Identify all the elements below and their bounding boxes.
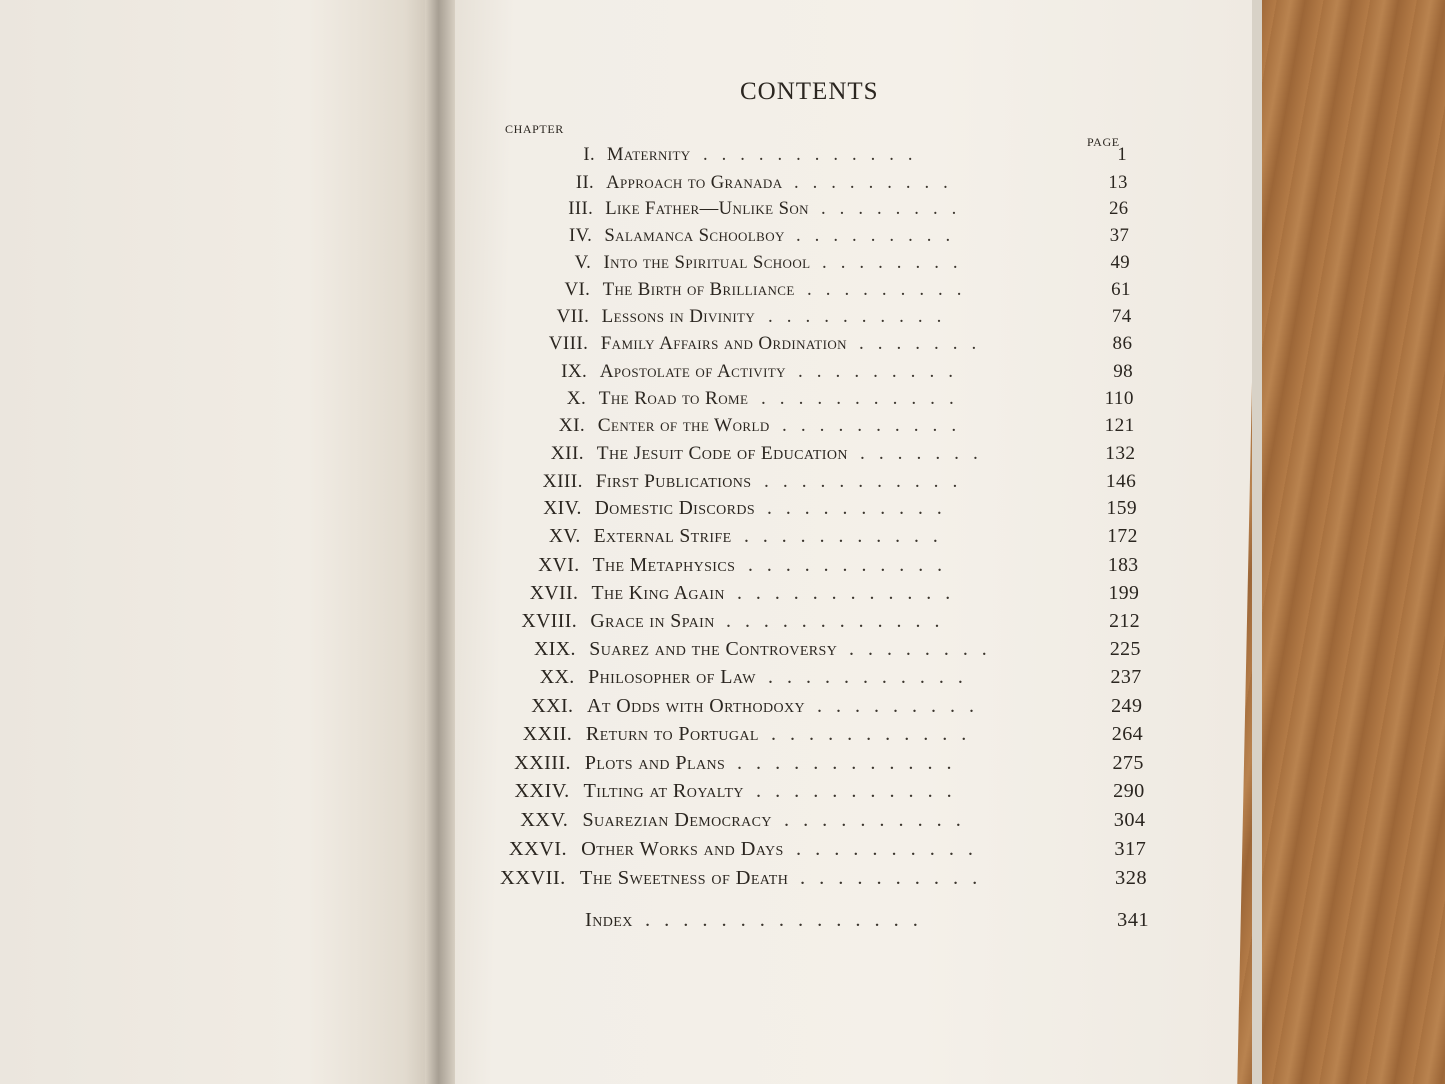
dot-leader: ...........	[771, 723, 981, 746]
page-number: 199	[1108, 581, 1140, 604]
chapter-title: The Birth of Brilliance	[602, 279, 795, 301]
toc-entry	[0, 867, 1445, 893]
page-number: 98	[1113, 360, 1134, 382]
chapter-title: External Strife	[593, 526, 732, 548]
dot-leader: ..........	[782, 415, 971, 437]
dot-leader: .........	[807, 279, 976, 301]
page-number: 13	[1108, 171, 1128, 193]
chapter-title: First Publications	[595, 470, 752, 492]
chapter-number: XXII.	[522, 723, 573, 746]
page-number: 132	[1105, 442, 1136, 464]
page-number: 237	[1110, 666, 1142, 689]
toc-entry	[0, 225, 1445, 251]
toc-entry	[0, 333, 1445, 359]
dot-leader: ..........	[767, 498, 956, 520]
toc-entry	[0, 780, 1445, 806]
chapter-number: XXVI.	[508, 837, 567, 860]
chapter-number: XIV.	[543, 498, 582, 520]
dot-leader: ..........	[784, 808, 975, 831]
chapter-title: Domestic Discords	[594, 498, 756, 520]
toc-entry	[0, 809, 1445, 835]
page-number: 225	[1109, 638, 1141, 661]
toc-entry	[0, 252, 1445, 278]
chapter-title: Family Affairs and Ordination	[600, 333, 847, 355]
dot-leader: .........	[796, 225, 965, 247]
chapter-number: XX.	[539, 666, 575, 689]
dot-leader: .........	[817, 694, 989, 717]
toc-entry	[0, 666, 1445, 692]
page-number: 304	[1113, 808, 1146, 831]
page-number: 183	[1107, 553, 1139, 576]
page-number: 86	[1112, 333, 1133, 355]
chapter-number: XXIV.	[514, 780, 570, 803]
chapter-number: IV.	[569, 225, 593, 247]
page-number: 172	[1107, 526, 1138, 548]
toc-entry	[0, 471, 1445, 497]
page-number: 146	[1105, 470, 1137, 492]
chapter-number: III.	[568, 198, 594, 220]
toc-entry	[0, 145, 1445, 171]
chapter-number: II.	[575, 171, 595, 193]
dot-leader: ............	[737, 751, 966, 774]
chapter-number: VIII.	[548, 333, 589, 355]
page-label: PAGE	[1087, 135, 1120, 149]
chapter-title: Into the Spiritual School	[603, 252, 811, 274]
page-number: 121	[1104, 415, 1135, 437]
chapter-number: XI.	[558, 415, 586, 437]
chapter-title: Lessons in Divinity	[601, 306, 756, 328]
chapter-title: The Metaphysics	[592, 553, 736, 576]
page-number: 249	[1111, 694, 1143, 717]
chapter-title: The King Again	[591, 581, 725, 604]
page-number: 212	[1109, 610, 1141, 633]
chapter-title: The Sweetness of Death	[579, 866, 789, 889]
chapter-number: XXI.	[531, 694, 574, 717]
toc-entry	[0, 610, 1445, 636]
chapter-title: Tilting at Royalty	[583, 780, 744, 803]
page-number: 110	[1104, 387, 1134, 409]
toc-entry	[0, 838, 1445, 864]
chapter-number: XIII.	[542, 470, 583, 492]
dot-leader: ........	[821, 198, 971, 220]
toc-entry	[0, 526, 1445, 552]
page-number: 341	[1117, 908, 1149, 931]
page-number: 328	[1115, 866, 1147, 889]
chapter-title: The Jesuit Code of Education	[596, 442, 848, 464]
page-number: 159	[1106, 498, 1137, 520]
toc-entry	[0, 279, 1445, 305]
toc-entry	[0, 443, 1445, 469]
chapter-title: Approach to Granada	[606, 171, 783, 193]
chapter-label: CHAPTER	[505, 122, 564, 136]
page-number: 26	[1109, 198, 1129, 220]
dot-leader: ............	[726, 610, 954, 633]
chapter-number: XIX.	[534, 638, 576, 661]
page-number: 1	[1117, 145, 1127, 165]
toc-entry	[0, 723, 1445, 749]
index-entry	[0, 909, 1445, 935]
chapter-title: Return to Portugal	[585, 723, 759, 746]
dot-leader: ........	[822, 252, 972, 274]
chapter-number: V.	[574, 252, 592, 274]
page-number: 275	[1112, 751, 1144, 774]
chapter-number: IX.	[561, 360, 588, 382]
dot-leader: ............	[737, 581, 965, 604]
chapter-title: Plots and Plans	[584, 751, 726, 774]
chapter-number: VII.	[556, 306, 590, 328]
chapter-title: Like Father—Unlike Son	[605, 198, 809, 220]
dot-leader: .......	[860, 442, 992, 464]
chapter-number: XVIII.	[521, 610, 578, 633]
chapter-number: XII.	[550, 442, 585, 464]
chapter-number: I.	[583, 145, 595, 165]
chapter-title: Center of the World	[597, 415, 770, 437]
dot-leader: ............	[703, 145, 927, 165]
chapter-title: Salamanca Schoolboy	[604, 225, 785, 247]
chapter-title: Philosopher of Law	[588, 666, 756, 689]
contents-heading: CONTENTS	[740, 78, 879, 105]
dot-leader: ...........	[768, 666, 977, 689]
dot-leader: ...........	[764, 470, 972, 492]
toc-entry	[0, 752, 1445, 778]
chapter-title: Apostolate of Activity	[599, 360, 786, 382]
dot-leader: ...........	[748, 553, 957, 576]
toc-entry	[0, 415, 1445, 441]
page-number: 61	[1111, 279, 1131, 301]
toc-entry	[0, 198, 1445, 224]
dot-leader: .......	[859, 333, 991, 355]
toc-entry	[0, 361, 1445, 387]
chapter-number: XVI.	[538, 553, 580, 576]
chapter-title: The Road to Rome	[598, 387, 749, 409]
chapter-title: Grace in Spain	[590, 610, 715, 633]
toc-entry	[0, 695, 1445, 721]
dot-leader: ...........	[756, 780, 966, 803]
chapter-number: XXV.	[520, 808, 569, 831]
dot-leader: ...........	[761, 387, 968, 409]
toc-entry	[0, 498, 1445, 524]
toc-entry	[0, 172, 1445, 198]
toc-entry	[0, 582, 1445, 608]
dot-leader: ..........	[796, 837, 988, 860]
page-number: 37	[1109, 225, 1130, 247]
page-number: 264	[1111, 723, 1144, 746]
toc-entry	[0, 388, 1445, 414]
dot-leader: ...........	[744, 526, 952, 548]
toc-entry	[0, 554, 1445, 580]
dot-leader: ........	[849, 638, 1001, 661]
dot-leader: .........	[794, 171, 962, 193]
page-number: 317	[1114, 837, 1147, 860]
page-number: 74	[1111, 306, 1132, 328]
chapter-title: Suarez and the Controversy	[589, 638, 838, 661]
page-number: 49	[1110, 252, 1131, 274]
chapter-number: XV.	[548, 526, 581, 548]
page-number: 290	[1113, 780, 1145, 803]
chapter-title: Maternity	[607, 145, 691, 165]
chapter-title: Suarezian Democracy	[582, 808, 772, 831]
dot-leader: ..........	[768, 306, 956, 328]
chapter-title: Index	[585, 908, 633, 931]
dot-leader: ...............	[645, 908, 932, 931]
toc-entry	[0, 306, 1445, 332]
toc-entry	[0, 638, 1445, 664]
chapter-number: X.	[566, 387, 587, 409]
chapter-number: XVII.	[529, 581, 579, 604]
chapter-title: At Odds with Orthodoxy	[587, 694, 806, 717]
chapter-number: VI.	[564, 279, 591, 301]
chapter-number: XXIII.	[514, 751, 571, 774]
chapter-number: XXVII.	[500, 866, 566, 889]
dot-leader: .........	[798, 360, 967, 382]
chapter-title: Other Works and Days	[581, 837, 784, 860]
dot-leader: ..........	[800, 866, 992, 889]
